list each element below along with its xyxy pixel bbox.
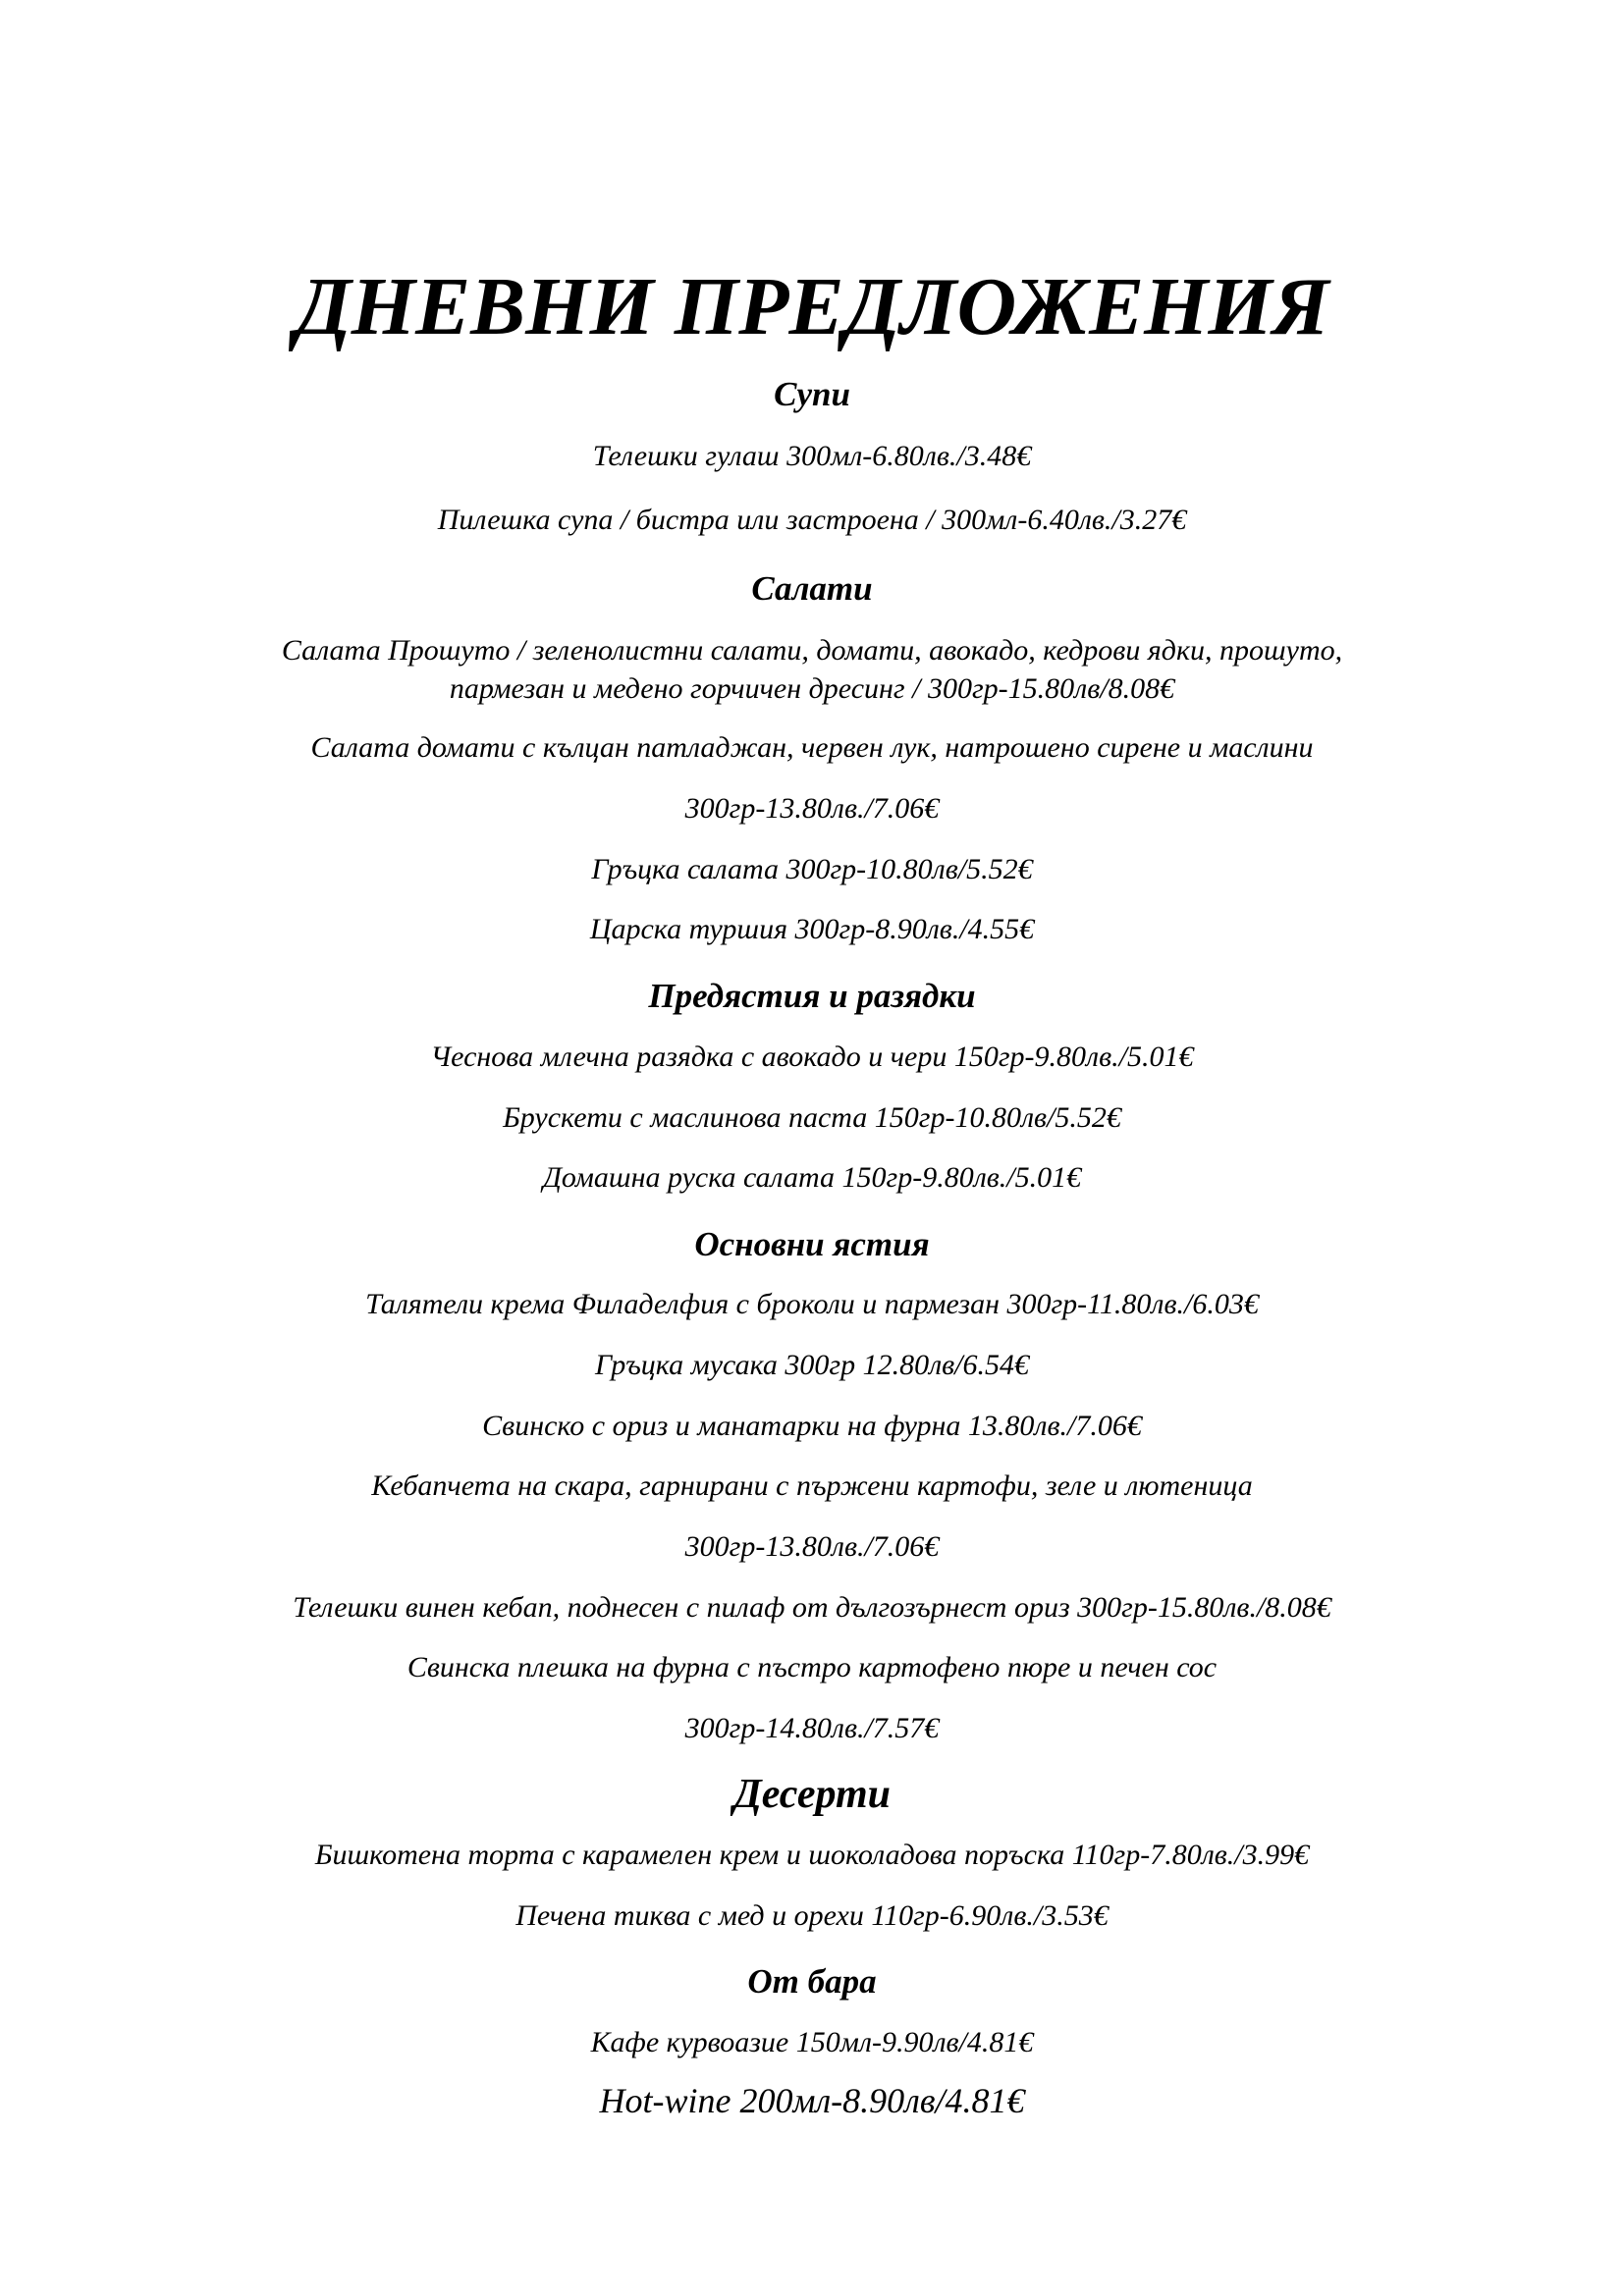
menu-item: Пилешка супа / бистра или застроена / 300мл-6.40лв./3.27€ bbox=[437, 504, 1187, 536]
menu-item: Талятели крема Филаделфия с броколи и пармезан 300гр-11.80лв./6.03€ bbox=[365, 1288, 1259, 1320]
menu-item: Брускети с маслинова паста 150гр-10.80лв/5.52€ bbox=[503, 1101, 1121, 1134]
menu-item: Телешки гулаш 300мл-6.80лв./3.48€ bbox=[592, 440, 1032, 472]
menu-item: Гръцка салата 300гр-10.80лв/5.52€ bbox=[591, 853, 1033, 885]
menu-item: Телешки винен кебап, поднесен с пилаф от дългозърнест ориз 300гр-15.80лв./8.08€ bbox=[293, 1591, 1331, 1624]
section-heading-soups: Супи bbox=[774, 375, 850, 413]
section-heading-starters: Предястия и разядки bbox=[648, 977, 976, 1015]
menu-item: Свинска плешка на фурна с пъстро картофено пюре и печен сос bbox=[406, 1651, 1218, 1683]
menu-item: пармезан и медено горчичен дресинг / 300гр-15.80лв/8.08€ bbox=[449, 672, 1175, 705]
menu-item: Бишкотена торта с карамелен крем и шоколадова поръска 110гр-7.80лв./3.99€ bbox=[314, 1839, 1310, 1871]
menu-item: Царска туршия 300гр-8.90лв./4.55€ bbox=[589, 913, 1035, 945]
section-heading-salads: Салати bbox=[751, 569, 873, 608]
menu-item: Свинско с ориз и манатарки на фурна 13.80лв./7.06€ bbox=[482, 1410, 1142, 1442]
menu-item: 300гр-14.80лв./7.57€ bbox=[684, 1712, 940, 1744]
menu-item: Гръцка мусака 300гр 12.80лв/6.54€ bbox=[594, 1349, 1030, 1381]
section-heading-bar: От бара bbox=[747, 1962, 877, 2001]
menu-item: Салата Прошуто / зеленолистни салати, домати, авокадо, кедрови ядки, прошуто, bbox=[281, 634, 1343, 667]
menu-item: Печена тиква с мед и орехи 110гр-6.90лв./3.53€ bbox=[515, 1899, 1109, 1932]
menu-item: 300гр-13.80лв./7.06€ bbox=[684, 1530, 940, 1563]
section-heading-main-courses: Основни ястия bbox=[694, 1225, 930, 1263]
menu-item: Hot-wine 200мл-8.90лв/4.81€ bbox=[599, 2081, 1025, 2120]
menu-item: Кебапчета на скара, гарнирани с пържени картофи, зеле и лютеница bbox=[371, 1469, 1253, 1502]
menu-item: Чеснова млечна разядка с авокадо и чери 150гр-9.80лв./5.01€ bbox=[430, 1041, 1194, 1073]
section-heading-desserts: Десерти bbox=[733, 1772, 891, 1817]
page-title: ДНЕВНИ ПРЕДЛОЖЕНИЯ bbox=[295, 261, 1329, 352]
menu-item: Кафе курвоазие 150мл-9.90лв/4.81€ bbox=[590, 2026, 1034, 2058]
menu-item: Домашна руска салата 150гр-9.80лв./5.01€ bbox=[542, 1161, 1082, 1194]
menu-item: 300гр-13.80лв./7.06€ bbox=[684, 792, 940, 825]
menu-item: Салата домати с кълцан патладжан, червен лук, натрошено сирене и маслини bbox=[310, 731, 1314, 764]
